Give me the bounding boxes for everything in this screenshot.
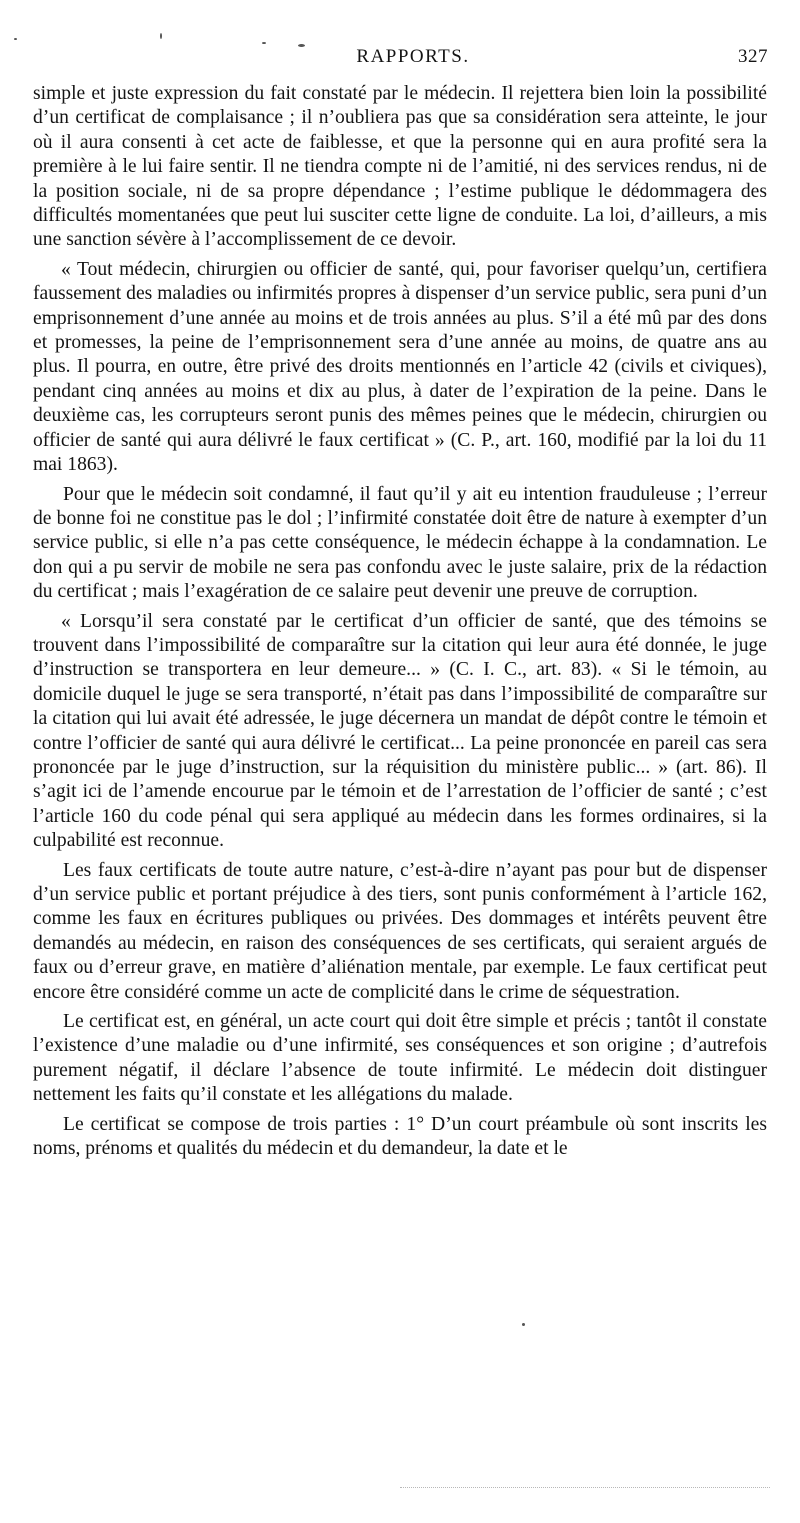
paragraph-witness-quote: « Lorsqu’il sera constaté par le certificat d’un officier de santé, que des témoins se trouvent dans l’impossibilité de comparaître sur la citation qui leur aura été donnée, le juge d’instruction se transportera en leur demeure... » (C. I. C., art. 83). « Si le témoin, au domicile duquel le juge se sera transporté, n’était pas dans l’impossibilité de comparaître sur la citation qui lui avait été adressée, le juge décernera un mandat de dépôt contre le témoin et contre l’officier de santé qui aura délivré le certificat... La peine prononcée en pareil cas sera prononcée par le juge d’instruction, sur la réquisition du ministère public... » (art. 86). Il s’agit ici de l’amende encourue par le témoin et de l’arrestation de l’officier de santé ; c’est l’article 160 du code pénal qui sera appliqué au médecin dans les formes ordinaires, si la culpabilité est reconnue. (33, 610, 767, 852)
paragraph-false-certificates: Les faux certificats de toute autre nature, c’est-à-dire n’ayant pas pour but de dispenser d’un service public et portant préjudice à des tiers, sont punis conformément à l’article 162, comme les faux en écritures publiques ou privées. Des dommages et intérêts peuvent être demandés au médecin, en raison des conséquences de ses certificats, qui seraient argués de faux ou d’erreur grave, en matière d’aliénation mentale, par exemple. Le faux certificat peut encore être considéré comme un acte de complicité dans le crime de séquestration. (33, 859, 767, 1003)
paragraph-penal-code-quote: « Tout médecin, chirurgien ou officier de santé, qui, pour favoriser quelqu’un, certifiera faussement des maladies ou infirmités propres à dispenser d’un service public, sera puni d’un emprisonnement d’une année au moins et de trois années au plus. S’il a été mû par des dons et promesses, la peine de l’emprisonnement sera d’une année au moins, de quatre ans au plus. Il pourra, en outre, être privé des droits mentionnés en l’article 42 (civils et civiques), pendant cinq années au moins et dix au plus, à dater de l’expiration de la peine. Dans le deuxième cas, les corrupteurs seront punis des mêmes peines que le médecin, chirurgien ou officier de santé qui aura délivré le faux certificat » (C. P., art. 160, modifié par la loi du 11 mai 1863). (33, 258, 767, 476)
print-speck (262, 42, 266, 44)
print-speck (160, 33, 162, 39)
paragraph-condemnation: Pour que le médecin soit condamné, il faut qu’il y ait eu intention frauduleuse ; l’erreur de bonne foi ne constitue pas le dol ; l’infirmité constatée doit être de nature à exempter d’un service public, si elle n’a pas cette conséquence, le médecin échappe à la condamnation. Le don qui a pu servir de mobile ne sera pas confondu avec le juste salaire, prix de la rédaction du certificat ; mais l’exagération de ce salaire peut devenir une preuve de corruption. (33, 483, 767, 603)
print-speck (14, 38, 17, 40)
page-header (58, 46, 768, 74)
page-number: 327 (738, 46, 768, 67)
paragraph-certificate-nature: Le certificat est, en général, un acte court qui doit être simple et précis ; tantôt il constate l’existence d’une maladie ou d’une infirmité, ses conséquences et son origine ; d’autrefois purement négatif, il déclare l’absence de toute infirmité. Le médecin doit distinguer nettement les faits qu’il constate et les allégations du malade. (33, 1011, 767, 1106)
body-text (33, 82, 767, 1161)
print-speck (522, 1323, 525, 1326)
footer-bleed-through (400, 1487, 770, 1490)
paragraph-continuation: simple et juste expression du fait constaté par le médecin. Il rejettera bien loin la possibilité d’un certificat de complaisance ; il n’oubliera pas que sa considération sera atteinte, le jour où il aura consenti à cet acte de faiblesse, et que la personne qui en aura profité sera la première à le lui faire sentir. Il ne tiendra compte ni de l’amitié, ni des services rendus, ni de la position sociale, ni de sa propre dépendance ; l’estime publique le dédommagera des difficultés momentanées que peut lui susciter cette ligne de conduite. La loi, d’ailleurs, a mis une sanction sévère à l’accomplissement de ce devoir. (33, 83, 767, 251)
paragraph-certificate-parts: Le certificat se compose de trois parties : 1° D’un court préambule où sont inscrits les noms, prénoms et qualités du médecin et du demandeur, la date et le (33, 1113, 767, 1160)
running-head: RAPPORTS. (356, 46, 470, 67)
